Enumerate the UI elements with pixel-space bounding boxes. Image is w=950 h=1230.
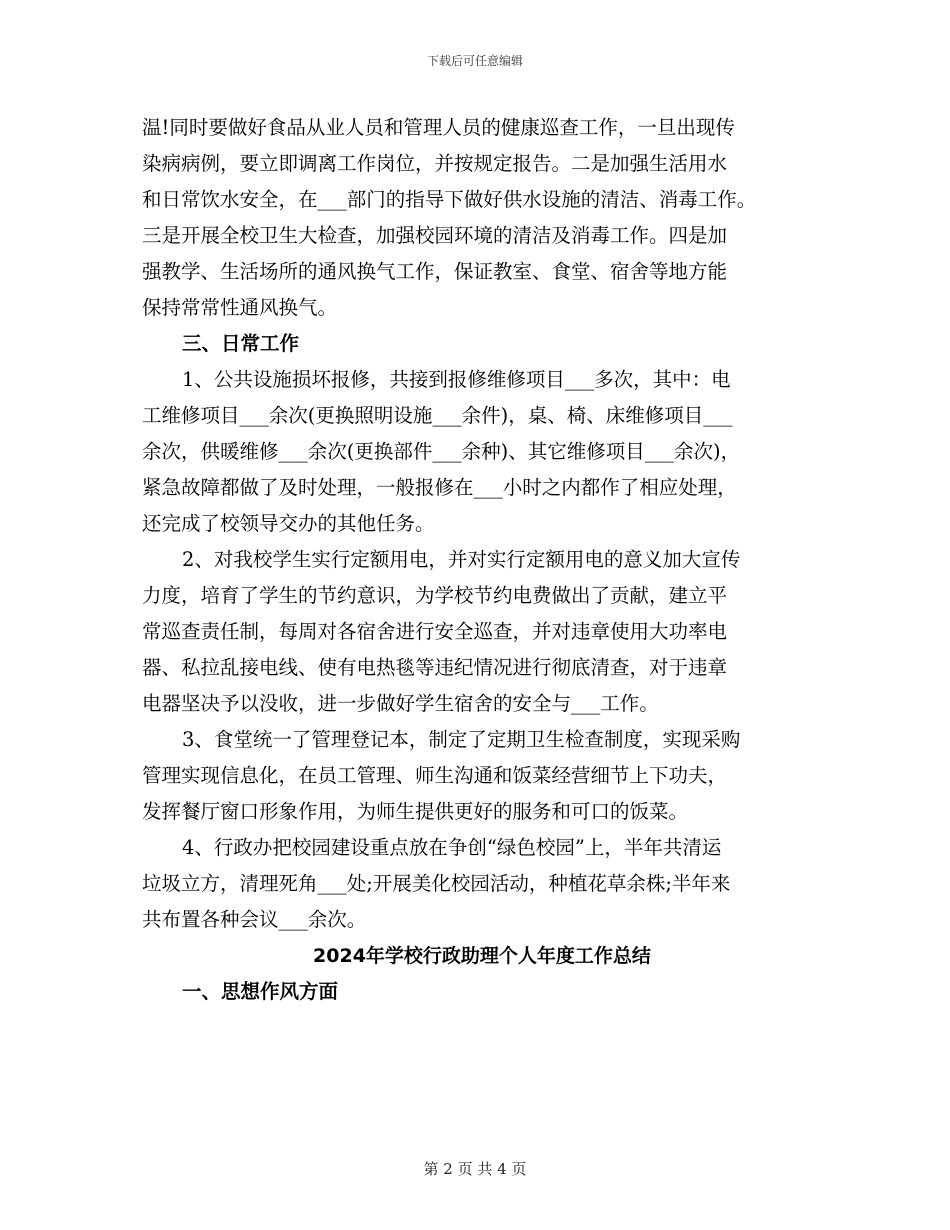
body-line: 温!同时要做好食品从业人员和管理人员的健康巡查工作，一旦出现传 xyxy=(142,116,735,139)
paragraph-first-line: 2、对我校学生实行定额用电，并对实行定额用电的意义加大宣传 xyxy=(182,548,741,571)
body-line: 管理实现信息化，在员工管理、师生沟通和饭菜经营细节上下功夫， xyxy=(142,764,728,787)
body-line: 还完成了校领导交办的其他任务。 xyxy=(142,512,435,535)
document-title: 2024年学校行政助理个人年度工作总结 xyxy=(313,945,651,967)
body-line: 垃圾立方，清理死角___处;开展美化校园活动，种植花草余株;半年来 xyxy=(142,872,731,895)
body-line: 保持常常性通风换气。 xyxy=(142,296,338,319)
body-line: 发挥餐厅窗口形象作用，为师生提供更好的服务和可口的饭菜。 xyxy=(142,800,689,823)
body-line: 常巡查责任制，每周对各宿舍进行安全巡查，并对违章使用大功率电 xyxy=(142,620,728,643)
body-line: 工维修项目___余次(更换照明设施___余件)，桌、椅、床维修项目___ xyxy=(142,404,733,427)
body-line: 染病病例，要立即调离工作岗位，并按规定报告。二是加强生活用水 xyxy=(142,152,728,175)
section-heading: 一、思想作风方面 xyxy=(182,980,339,1003)
page-number: 第 2 页 共 4 页 xyxy=(423,1160,527,1178)
section-heading: 三、日常工作 xyxy=(182,332,300,355)
paragraph-first-line: 3、食堂统一了管理登记本，制定了定期卫生检查制度，实现采购 xyxy=(182,728,741,751)
document-body xyxy=(142,110,822,1010)
body-line: 器、私拉乱接电线、使有电热毯等违纪情况进行彻底清查，对于违章 xyxy=(142,656,728,679)
body-line: 强教学、生活场所的通风换气工作，保证教室、食堂、宿舍等地方能 xyxy=(142,260,728,283)
body-line: 电器坚决予以没收，进一步做好学生宿舍的安全与___工作。 xyxy=(142,692,659,715)
paragraph-first-line: 4、行政办把校园建设重点放在争创“绿色校园”上，半年共清运 xyxy=(182,836,722,859)
body-line: 力度，培育了学生的节约意识，为学校节约电费做出了贡献，建立平 xyxy=(142,584,728,607)
body-line: 余次，供暖维修___余次(更换部件___余种)、其它维修项目___余次)， xyxy=(142,440,741,463)
body-line: 三是开展全校卫生大检查，加强校园环境的清洁及消毒工作。四是加 xyxy=(142,224,728,247)
page-header: 下载后可任意编辑 xyxy=(426,54,523,68)
body-line: 紧急故障都做了及时处理，一般报修在___小时之内都作了相应处理， xyxy=(142,476,737,499)
body-line: 共布置各种会议___余次。 xyxy=(142,908,367,931)
body-line: 和日常饮水安全，在___部门的指导下做好供水设施的清洁、消毒工作。 xyxy=(142,188,757,211)
paragraph-first-line: 1、公共设施损坏报修，共接到报修维修项目___多次，其中：电 xyxy=(182,368,731,391)
